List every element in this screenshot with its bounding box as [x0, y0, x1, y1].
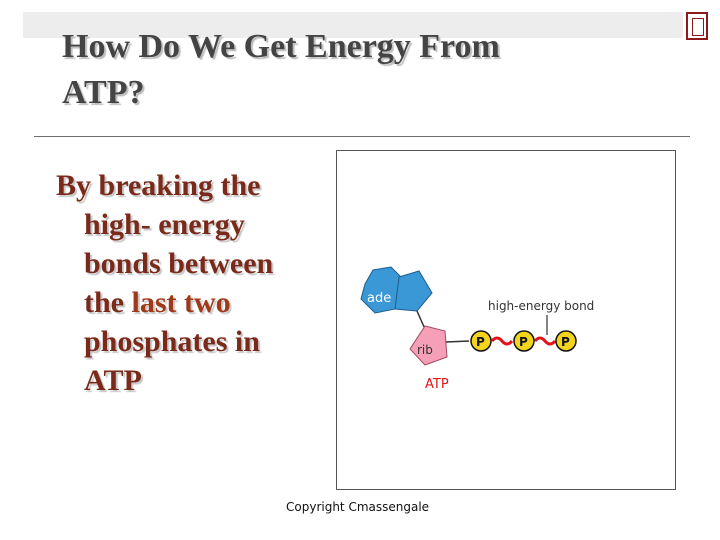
ade-rib-connector — [417, 311, 425, 329]
title-line-2: ATP? — [62, 74, 145, 111]
atp-diagram — [336, 150, 676, 490]
body-text — [56, 166, 326, 400]
copyright-credit: Copyright Cmassengale — [286, 500, 430, 514]
slide-title — [62, 24, 662, 116]
rib-label: rib — [417, 343, 433, 357]
high-energy-bond-1 — [492, 338, 512, 344]
phosphate-label-2: P — [519, 335, 528, 349]
high-energy-bond-2 — [535, 338, 555, 344]
rib-phosphate-connector — [446, 341, 469, 342]
body-line-3: bonds between — [84, 247, 274, 280]
title-divider — [34, 136, 690, 137]
title-line-1: How Do We Get Energy From — [62, 28, 500, 65]
high-energy-bond-label: high-energy bond — [488, 299, 595, 313]
adenine-pentagon — [395, 271, 432, 311]
slide-corner-icon — [686, 12, 708, 40]
phosphate-label-3: P — [561, 335, 570, 349]
body-line-1: By breaking the — [56, 169, 261, 202]
body-line-2: high- energy — [84, 208, 245, 241]
atp-label: ATP — [425, 377, 449, 392]
body-line-4a: the — [84, 286, 132, 319]
body-line-6: ATP — [84, 364, 142, 397]
atp-diagram-svg — [337, 151, 675, 489]
body-line-4 — [56, 283, 326, 322]
body-line-5: phosphates in — [84, 325, 260, 358]
body-highlight: last two — [131, 286, 231, 319]
phosphate-label-1: P — [476, 335, 485, 349]
ade-label: ade — [367, 291, 392, 306]
